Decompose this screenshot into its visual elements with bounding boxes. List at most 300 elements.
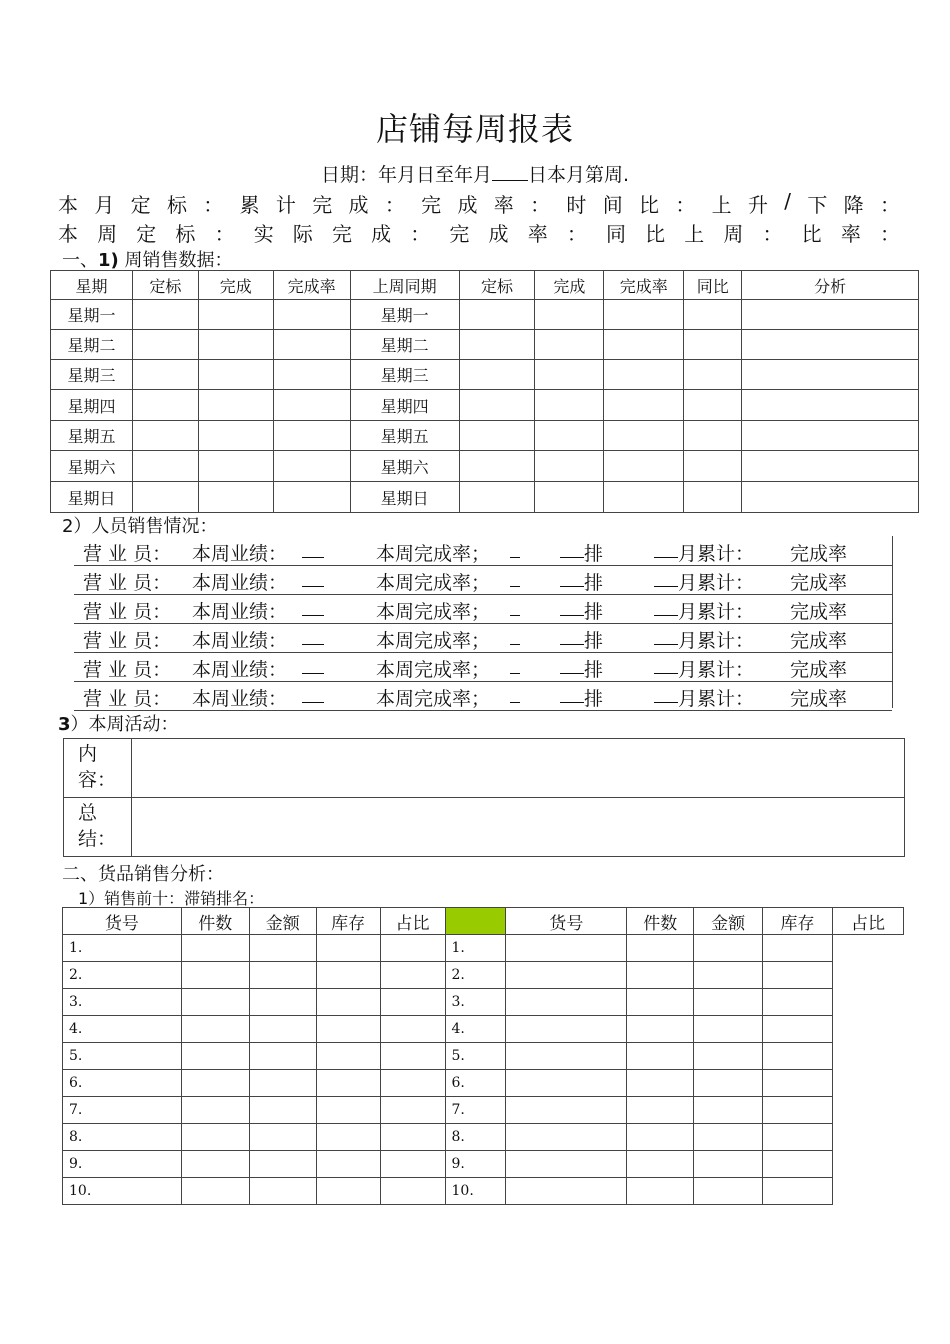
staff-blank-field[interactable]	[510, 539, 520, 558]
slow-goods-input-cell[interactable]	[506, 1043, 627, 1070]
weekly-input-cell[interactable]	[198, 300, 273, 330]
week_line-char: 完	[331, 222, 352, 246]
slow-goods-input-cell[interactable]	[627, 935, 694, 962]
staff-blank-field[interactable]	[560, 539, 584, 558]
staff-completion-rate: 完成率	[790, 659, 848, 681]
weekly-header-cell: 上周同期	[350, 271, 459, 300]
slow-goods-input-cell[interactable]	[627, 1124, 694, 1151]
staff-role: 营 业 员：	[83, 572, 172, 594]
goods-row	[63, 1151, 904, 1178]
weekly-input-cell[interactable]	[273, 451, 350, 482]
staff-blank-field[interactable]	[560, 568, 584, 587]
top-goods-header-cell: 占比	[380, 908, 445, 935]
top-goods-header-cell: 金额	[249, 908, 316, 935]
staff-blank-field[interactable]	[560, 684, 584, 703]
top-goods-input-cell[interactable]	[181, 1016, 249, 1043]
top-goods-input-cell[interactable]	[181, 1070, 249, 1097]
top-goods-input-cell[interactable]	[249, 1178, 316, 1205]
staff-completion: 本周完成率；	[376, 688, 491, 710]
section-label: ）本周活动：	[70, 714, 179, 735]
top-goods-input-cell[interactable]	[249, 1151, 316, 1178]
goods-header-row	[63, 908, 904, 935]
weekly-input-cell[interactable]	[604, 390, 684, 421]
staff-blank-field[interactable]	[654, 684, 678, 703]
weekly-input-cell[interactable]	[459, 330, 535, 360]
staff-completion-rate: 完成率	[790, 572, 848, 594]
week_line-char: 标	[175, 222, 196, 246]
top-goods-input-cell[interactable]	[380, 1070, 445, 1097]
top-rank-number: 1.	[63, 935, 182, 962]
weekly-input-cell[interactable]	[198, 360, 273, 390]
staff-completion: 本周完成率；	[376, 630, 491, 652]
weekly-input-cell[interactable]	[198, 421, 273, 451]
week_line-char: ：	[762, 222, 783, 246]
month_line-char: 下	[807, 193, 828, 217]
weekly-row	[51, 421, 919, 451]
weekly-input-cell[interactable]	[535, 451, 604, 482]
goods-row	[63, 1043, 904, 1070]
week_line-char: 实	[253, 222, 274, 246]
slow-goods-input-cell[interactable]	[506, 1178, 627, 1205]
slow-goods-input-cell[interactable]	[694, 935, 763, 962]
staff-rank: 排	[584, 659, 604, 681]
staff-blank-field[interactable]	[510, 626, 520, 645]
staff-month-total: 月累计：	[678, 543, 755, 565]
weekly-input-cell[interactable]	[198, 390, 273, 421]
weekly-input-cell[interactable]	[459, 300, 535, 330]
slow-goods-input-cell[interactable]	[763, 935, 833, 962]
month_line-char: 间	[602, 193, 623, 217]
staff-completion-rate: 完成率	[790, 688, 848, 710]
weekly-row	[51, 482, 919, 513]
slow-goods-header-cell: 金额	[694, 908, 763, 935]
top-goods-input-cell[interactable]	[249, 1043, 316, 1070]
top-goods-input-cell[interactable]	[181, 1043, 249, 1070]
weekly-input-cell[interactable]	[535, 482, 604, 513]
weekly-input-cell[interactable]	[459, 421, 535, 451]
weekly-input-cell[interactable]	[684, 300, 742, 330]
weekly-input-cell[interactable]	[459, 482, 535, 513]
weekly-input-cell[interactable]	[273, 421, 350, 451]
weekly-input-cell[interactable]	[604, 451, 684, 482]
top-rank-number: 7.	[63, 1097, 182, 1124]
slow-goods-input-cell[interactable]	[763, 1124, 833, 1151]
weekly-input-cell[interactable]	[273, 390, 350, 421]
top-goods-input-cell[interactable]	[380, 989, 445, 1016]
slow-goods-input-cell[interactable]	[694, 962, 763, 989]
slow-goods-input-cell[interactable]	[627, 1178, 694, 1205]
weekly-input-cell[interactable]	[273, 300, 350, 330]
staff-completion-rate: 完成率	[790, 601, 848, 623]
month_line-char: 时	[566, 193, 587, 217]
weekly-input-cell[interactable]	[132, 451, 198, 482]
slow-goods-header-cell: 件数	[627, 908, 694, 935]
staff-blank-field[interactable]	[302, 626, 324, 645]
weekly-input-cell[interactable]	[742, 451, 919, 482]
slow-goods-input-cell[interactable]	[763, 1070, 833, 1097]
staff-row	[74, 594, 892, 624]
staff-role: 营 业 员：	[83, 688, 172, 710]
top-goods-input-cell[interactable]	[181, 962, 249, 989]
top-goods-input-cell[interactable]	[249, 1070, 316, 1097]
slow-goods-input-cell[interactable]	[694, 1070, 763, 1097]
month_line-char: 计	[275, 193, 296, 217]
month_line-char: ：	[203, 193, 224, 217]
weekly-header-cell: 分析	[742, 271, 919, 300]
top-goods-input-cell[interactable]	[316, 1124, 380, 1151]
weekly-input-cell[interactable]	[459, 451, 535, 482]
slow-goods-input-cell[interactable]	[506, 935, 627, 962]
activity-table	[63, 738, 905, 857]
week_line-char: 成	[371, 222, 392, 246]
staff-blank-field[interactable]	[302, 655, 324, 674]
top-goods-input-cell[interactable]	[316, 935, 380, 962]
page-title: 店铺每周报表	[375, 110, 574, 148]
section-goods-subheading: 1）销售前十：滞销排名：	[78, 889, 265, 908]
staff-row	[74, 565, 892, 595]
slow-goods-input-cell[interactable]	[506, 962, 627, 989]
month_line-char: 成	[348, 193, 369, 217]
slow-goods-input-cell[interactable]	[627, 1151, 694, 1178]
section-weekly-sales-heading	[62, 246, 233, 272]
week_line-char: 比	[645, 222, 666, 246]
top-goods-input-cell[interactable]	[181, 1151, 249, 1178]
summary-cell[interactable]	[132, 798, 905, 857]
weekly-input-cell[interactable]	[742, 421, 919, 451]
monthly-target-line	[58, 189, 900, 218]
last-week-day-label: 星期三	[350, 360, 459, 390]
staff-role: 营 业 员：	[83, 630, 172, 652]
weekly-input-cell[interactable]	[684, 360, 742, 390]
slow-goods-input-cell[interactable]	[694, 1124, 763, 1151]
weekly-input-cell[interactable]	[742, 330, 919, 360]
weekly-input-cell[interactable]	[742, 390, 919, 421]
day-label: 星期一	[51, 300, 133, 330]
slow-rank-number: 6.	[445, 1070, 506, 1097]
staff-weekly-perf: 本周业绩：	[192, 601, 288, 623]
top-goods-header-cell: 库存	[316, 908, 380, 935]
top-goods-input-cell[interactable]	[380, 1151, 445, 1178]
staff-role: 营 业 员：	[83, 601, 172, 623]
top-goods-header-cell: 货号	[63, 908, 182, 935]
weekly-input-cell[interactable]	[604, 360, 684, 390]
weekly-input-cell[interactable]	[535, 390, 604, 421]
month_line-char: 升	[747, 193, 768, 217]
month_line-char: /	[784, 189, 791, 213]
top-goods-input-cell[interactable]	[249, 1097, 316, 1124]
top-goods-input-cell[interactable]	[380, 962, 445, 989]
staff-blank-field[interactable]	[302, 684, 324, 703]
slow-goods-input-cell[interactable]	[763, 1016, 833, 1043]
top-goods-input-cell[interactable]	[380, 1043, 445, 1070]
section-staff-heading: 2）人员销售情况：	[62, 516, 218, 537]
weekly-input-cell[interactable]	[742, 360, 919, 390]
weekly-input-cell[interactable]	[684, 421, 742, 451]
slow-goods-input-cell[interactable]	[694, 1178, 763, 1205]
goods-row	[63, 1097, 904, 1124]
top-goods-input-cell[interactable]	[316, 1178, 380, 1205]
slow-goods-input-cell[interactable]	[506, 989, 627, 1016]
date-blank[interactable]	[492, 166, 528, 181]
weekly-header-cell: 完成率	[273, 271, 350, 300]
weekly-input-cell[interactable]	[535, 360, 604, 390]
slow-goods-input-cell[interactable]	[627, 989, 694, 1016]
last-week-day-label: 星期一	[350, 300, 459, 330]
week_line-char: 周	[97, 222, 118, 246]
goods-row	[63, 1070, 904, 1097]
top-goods-input-cell[interactable]	[249, 989, 316, 1016]
section-activity-heading	[58, 710, 179, 736]
slow-goods-input-cell[interactable]	[763, 1097, 833, 1124]
top-rank-number: 3.	[63, 989, 182, 1016]
slow-goods-input-cell[interactable]	[694, 989, 763, 1016]
staff-blank-field[interactable]	[654, 568, 678, 587]
top-goods-input-cell[interactable]	[249, 1016, 316, 1043]
week_line-char: 本	[58, 222, 78, 246]
slow-goods-input-cell[interactable]	[694, 1151, 763, 1178]
staff-rank: 排	[584, 601, 604, 623]
weekly-input-cell[interactable]	[604, 330, 684, 360]
staff-weekly-perf: 本周业绩：	[192, 572, 288, 594]
goods-row	[63, 989, 904, 1016]
month_line-char: 累	[239, 193, 260, 217]
staff-weekly-perf: 本周业绩：	[192, 659, 288, 681]
weekly-row	[51, 330, 919, 360]
weekly-input-cell[interactable]	[273, 482, 350, 513]
top-goods-input-cell[interactable]	[380, 1124, 445, 1151]
date-line	[0, 160, 950, 187]
month_line-char: ：	[675, 193, 696, 217]
slow-rank-number: 8.	[445, 1124, 506, 1151]
staff-row	[74, 536, 892, 566]
weekly-header-cell: 完成	[535, 271, 604, 300]
weekly-input-cell[interactable]	[132, 482, 198, 513]
weekly-input-cell[interactable]	[535, 300, 604, 330]
week_line-char: 成	[488, 222, 509, 246]
last-week-day-label: 星期四	[350, 390, 459, 421]
week_line-char: 完	[449, 222, 470, 246]
top-rank-number: 8.	[63, 1124, 182, 1151]
staff-blank-field[interactable]	[654, 626, 678, 645]
staff-blank-field[interactable]	[510, 684, 520, 703]
slow-goods-input-cell[interactable]	[763, 1178, 833, 1205]
weekly-input-cell[interactable]	[742, 482, 919, 513]
staff-rank: 排	[584, 688, 604, 710]
staff-blank-field[interactable]	[510, 597, 520, 616]
weekly-header-cell: 定标	[132, 271, 198, 300]
top-goods-header-cell: 件数	[181, 908, 249, 935]
weekly-header-row	[51, 271, 919, 300]
staff-month-total: 月累计：	[678, 688, 755, 710]
top-goods-input-cell[interactable]	[380, 1016, 445, 1043]
month_line-char: 完	[312, 193, 333, 217]
slow-goods-input-cell[interactable]	[627, 1097, 694, 1124]
goods-row	[63, 1124, 904, 1151]
weekly-target-line	[58, 218, 900, 247]
day-label: 星期日	[51, 482, 133, 513]
weekly-input-cell[interactable]	[198, 330, 273, 360]
slow-goods-input-cell[interactable]	[763, 962, 833, 989]
last-week-day-label: 星期五	[350, 421, 459, 451]
weekly-row	[51, 300, 919, 330]
top-rank-number: 9.	[63, 1151, 182, 1178]
goods-row	[63, 1016, 904, 1043]
day-label: 星期三	[51, 360, 133, 390]
slow-rank-number: 1.	[445, 935, 506, 962]
month_line-char: ：	[384, 193, 405, 217]
slow-goods-input-cell[interactable]	[763, 1151, 833, 1178]
staff-blank-field[interactable]	[302, 597, 324, 616]
staff-blank-field[interactable]	[510, 568, 520, 587]
day-label: 星期四	[51, 390, 133, 421]
weekly-input-cell[interactable]	[604, 421, 684, 451]
slow-goods-input-cell[interactable]	[763, 1043, 833, 1070]
weekly-input-cell[interactable]	[684, 330, 742, 360]
day-label: 星期六	[51, 451, 133, 482]
slow-goods-input-cell[interactable]	[694, 1043, 763, 1070]
top-goods-input-cell[interactable]	[380, 1178, 445, 1205]
staff-completion: 本周完成率；	[376, 601, 491, 623]
staff-rank: 排	[584, 630, 604, 652]
staff-blank-field[interactable]	[560, 655, 584, 674]
weekly-input-cell[interactable]	[132, 330, 198, 360]
section-number: 3	[58, 714, 71, 735]
top-rank-number: 6.	[63, 1070, 182, 1097]
slow-goods-input-cell[interactable]	[694, 1016, 763, 1043]
staff-weekly-perf: 本周业绩：	[192, 688, 288, 710]
month_line-char: 本	[58, 193, 78, 217]
top-goods-input-cell[interactable]	[249, 962, 316, 989]
top-goods-input-cell[interactable]	[380, 935, 445, 962]
staff-row	[74, 652, 892, 682]
weekly-input-cell[interactable]	[535, 421, 604, 451]
weekly-input-cell[interactable]	[742, 300, 919, 330]
weekly-header-cell: 星期	[51, 271, 133, 300]
slow-goods-input-cell[interactable]	[627, 962, 694, 989]
weekly-input-cell[interactable]	[535, 330, 604, 360]
staff-weekly-perf: 本周业绩：	[192, 630, 288, 652]
slow-goods-input-cell[interactable]	[763, 989, 833, 1016]
weekly-input-cell[interactable]	[459, 390, 535, 421]
week_line-char: 上	[684, 222, 705, 246]
weekly-input-cell[interactable]	[684, 482, 742, 513]
slow-goods-input-cell[interactable]	[506, 1097, 627, 1124]
staff-blank-field[interactable]	[560, 626, 584, 645]
staff-row	[74, 681, 892, 711]
last-week-day-label: 星期二	[350, 330, 459, 360]
top-goods-input-cell[interactable]	[316, 1097, 380, 1124]
weekly-header-cell: 定标	[459, 271, 535, 300]
top-goods-input-cell[interactable]	[181, 989, 249, 1016]
weekly-input-cell[interactable]	[132, 360, 198, 390]
weekly-input-cell[interactable]	[273, 330, 350, 360]
staff-blank-field[interactable]	[560, 597, 584, 616]
green-divider-column	[445, 908, 506, 935]
staff-blank-field[interactable]	[302, 539, 324, 558]
staff-blank-field[interactable]	[654, 597, 678, 616]
staff-blank-field[interactable]	[654, 655, 678, 674]
weekly-input-cell[interactable]	[604, 300, 684, 330]
top-goods-input-cell[interactable]	[181, 1178, 249, 1205]
slow-goods-input-cell[interactable]	[627, 1070, 694, 1097]
weekly-input-cell[interactable]	[132, 300, 198, 330]
weekly-header-cell: 同比	[684, 271, 742, 300]
slow-goods-input-cell[interactable]	[627, 1043, 694, 1070]
weekly-input-cell[interactable]	[684, 451, 742, 482]
staff-month-total: 月累计：	[678, 601, 755, 623]
top-goods-input-cell[interactable]	[316, 989, 380, 1016]
top-goods-input-cell[interactable]	[181, 1097, 249, 1124]
top-goods-input-cell[interactable]	[316, 1043, 380, 1070]
staff-rank: 排	[584, 543, 604, 565]
date-line-part2: 日本月第周.	[527, 164, 630, 186]
staff-sales-list	[74, 536, 893, 708]
top-goods-input-cell[interactable]	[316, 962, 380, 989]
top-goods-input-cell[interactable]	[249, 1124, 316, 1151]
month_line-char: 成	[457, 193, 478, 217]
top-goods-input-cell[interactable]	[181, 935, 249, 962]
weekly-input-cell[interactable]	[273, 360, 350, 390]
week_line-char: 比	[801, 222, 822, 246]
weekly-input-cell[interactable]	[459, 360, 535, 390]
weekly-input-cell[interactable]	[198, 482, 273, 513]
top-goods-input-cell[interactable]	[316, 1070, 380, 1097]
slow-goods-input-cell[interactable]	[506, 1124, 627, 1151]
staff-month-total: 月累计：	[678, 630, 755, 652]
staff-completion-rate: 完成率	[790, 543, 848, 565]
staff-role: 营 业 员：	[83, 543, 172, 565]
last-week-day-label: 星期日	[350, 482, 459, 513]
weekly-input-cell[interactable]	[604, 482, 684, 513]
weekly-input-cell[interactable]	[198, 451, 273, 482]
top-goods-input-cell[interactable]	[316, 1016, 380, 1043]
weekly-input-cell[interactable]	[132, 421, 198, 451]
week_line-char: ：	[879, 222, 900, 246]
section-goods-heading: 二、货品销售分析：	[62, 864, 224, 885]
slow-goods-input-cell[interactable]	[627, 1016, 694, 1043]
content-cell[interactable]	[132, 739, 905, 798]
section-prefix: 一、	[62, 250, 98, 271]
weekly-header-cell: 完成	[198, 271, 273, 300]
staff-completion: 本周完成率；	[376, 543, 491, 565]
weekly-input-cell[interactable]	[684, 390, 742, 421]
top-goods-input-cell[interactable]	[380, 1097, 445, 1124]
goods-ranking-table	[62, 907, 904, 1205]
week_line-char: ：	[410, 222, 431, 246]
slow-rank-number: 9.	[445, 1151, 506, 1178]
top-goods-input-cell[interactable]	[316, 1151, 380, 1178]
staff-blank-field[interactable]	[510, 655, 520, 674]
slow-goods-input-cell[interactable]	[506, 1016, 627, 1043]
week_line-char: 率	[527, 222, 548, 246]
slow-goods-input-cell[interactable]	[506, 1070, 627, 1097]
month_line-char: 定	[130, 193, 151, 217]
week_line-char: ：	[566, 222, 587, 246]
staff-rank: 排	[584, 572, 604, 594]
week_line-char: 际	[292, 222, 313, 246]
week_line-char: 定	[136, 222, 157, 246]
staff-blank-field[interactable]	[302, 568, 324, 587]
month_line-char: 上	[711, 193, 732, 217]
slow-goods-input-cell[interactable]	[506, 1151, 627, 1178]
top-goods-input-cell[interactable]	[249, 935, 316, 962]
staff-month-total: 月累计：	[678, 659, 755, 681]
top-goods-input-cell[interactable]	[181, 1124, 249, 1151]
weekly-input-cell[interactable]	[132, 390, 198, 421]
slow-goods-input-cell[interactable]	[694, 1097, 763, 1124]
staff-blank-field[interactable]	[654, 539, 678, 558]
slow-rank-number: 4.	[445, 1016, 506, 1043]
